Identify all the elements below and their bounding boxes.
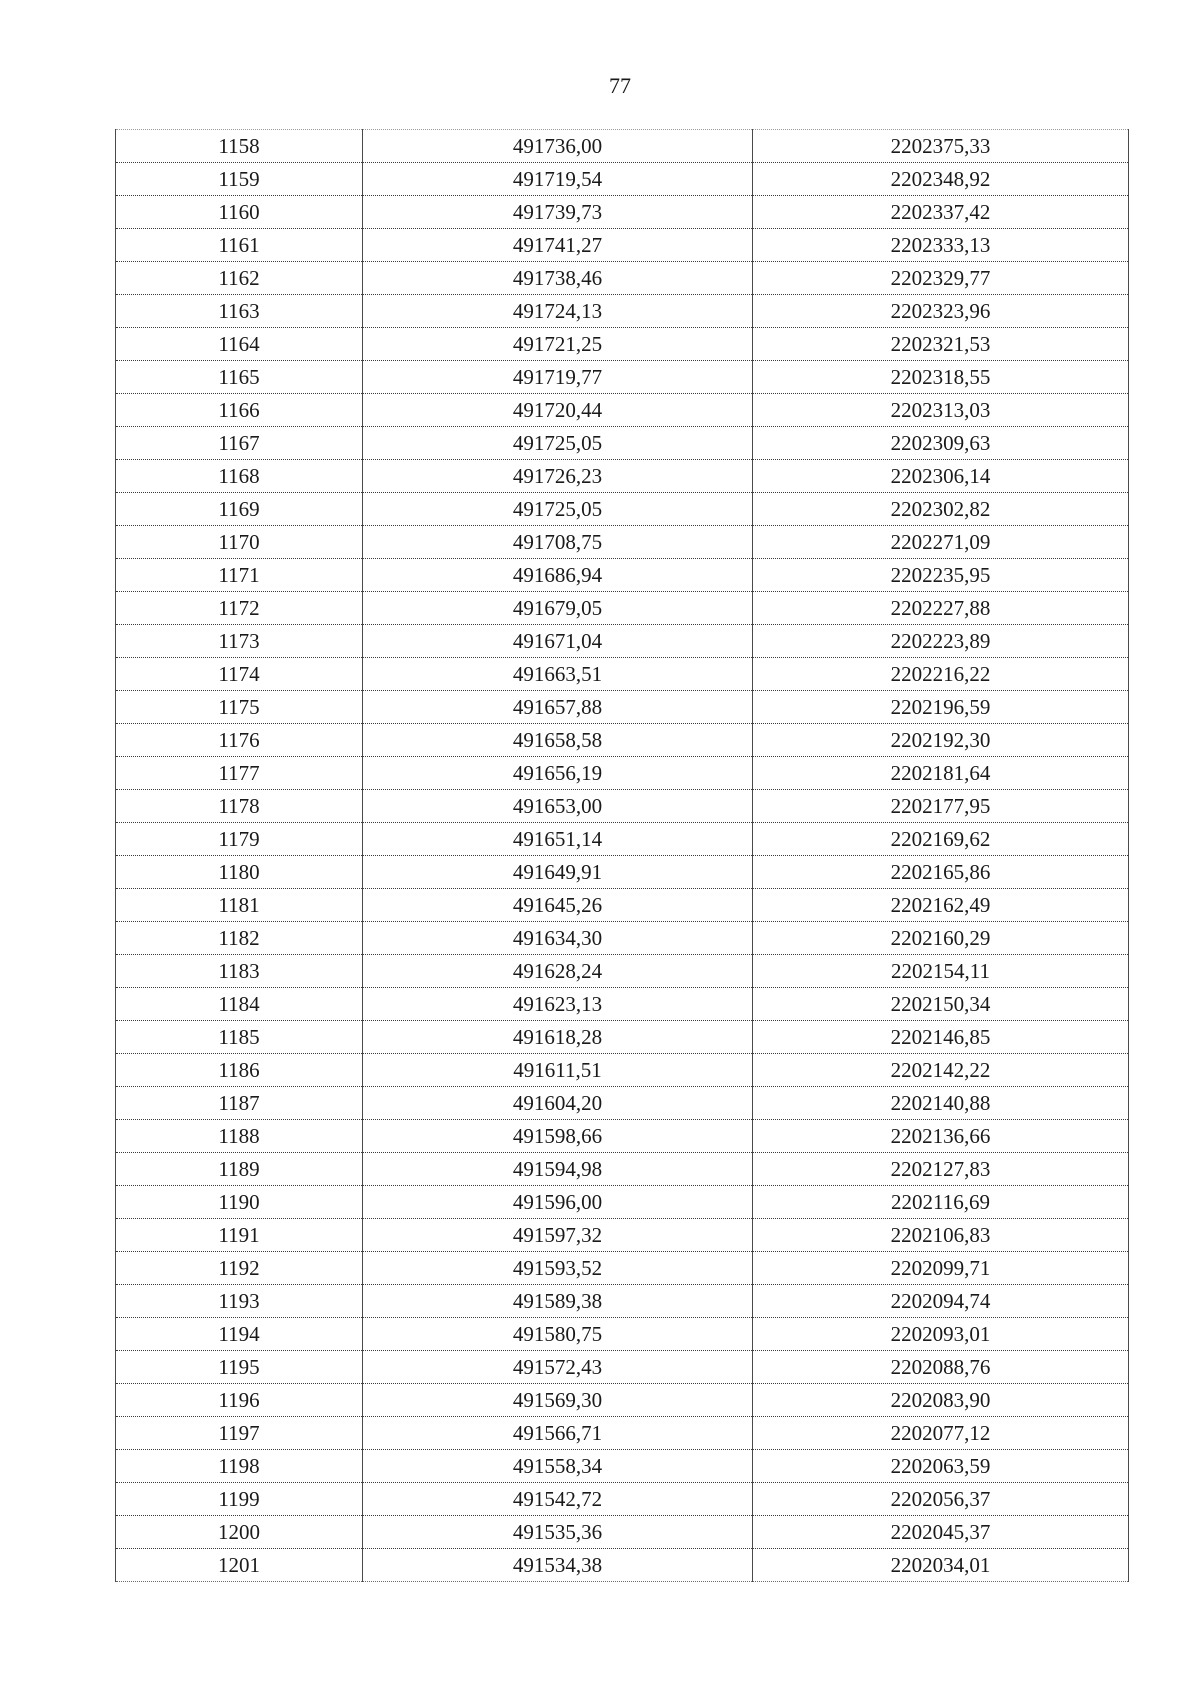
y-coordinate-cell: 2202223,89 [753,625,1129,658]
x-coordinate-cell: 491598,66 [363,1120,753,1153]
y-coordinate-cell: 2202196,59 [753,691,1129,724]
x-coordinate-cell: 491580,75 [363,1318,753,1351]
x-coordinate-cell: 491725,05 [363,493,753,526]
point-number-cell: 1177 [116,757,363,790]
point-number-cell: 1179 [116,823,363,856]
table-row [116,1153,1129,1186]
coordinates-table-body [116,130,1129,1582]
point-number-cell: 1185 [116,1021,363,1054]
y-coordinate-cell: 2202181,64 [753,757,1129,790]
point-number-cell: 1172 [116,592,363,625]
table-row [116,1252,1129,1285]
x-coordinate-cell: 491618,28 [363,1021,753,1054]
x-coordinate-cell: 491611,51 [363,1054,753,1087]
y-coordinate-cell: 2202333,13 [753,229,1129,262]
point-number-cell: 1167 [116,427,363,460]
coordinates-table [115,129,1129,1582]
y-coordinate-cell: 2202227,88 [753,592,1129,625]
x-coordinate-cell: 491725,05 [363,427,753,460]
page-number: 77 [609,73,631,98]
y-coordinate-cell: 2202162,49 [753,889,1129,922]
table-row [116,856,1129,889]
point-number-cell: 1194 [116,1318,363,1351]
table-row [116,1120,1129,1153]
x-coordinate-cell: 491686,94 [363,559,753,592]
point-number-cell: 1158 [116,130,363,163]
table-row [116,361,1129,394]
y-coordinate-cell: 2202271,09 [753,526,1129,559]
table-row [116,691,1129,724]
x-coordinate-cell: 491736,00 [363,130,753,163]
table-row [116,196,1129,229]
table-row [116,988,1129,1021]
y-coordinate-cell: 2202302,82 [753,493,1129,526]
point-number-cell: 1196 [116,1384,363,1417]
y-coordinate-cell: 2202088,76 [753,1351,1129,1384]
table-row [116,823,1129,856]
point-number-cell: 1165 [116,361,363,394]
x-coordinate-cell: 491653,00 [363,790,753,823]
y-coordinate-cell: 2202034,01 [753,1549,1129,1582]
x-coordinate-cell: 491569,30 [363,1384,753,1417]
x-coordinate-cell: 491720,44 [363,394,753,427]
point-number-cell: 1176 [116,724,363,757]
y-coordinate-cell: 2202083,90 [753,1384,1129,1417]
point-number-cell: 1198 [116,1450,363,1483]
x-coordinate-cell: 491594,98 [363,1153,753,1186]
table-row [116,1384,1129,1417]
y-coordinate-cell: 2202348,92 [753,163,1129,196]
table-row [116,889,1129,922]
table-row [116,658,1129,691]
x-coordinate-cell: 491726,23 [363,460,753,493]
point-number-cell: 1171 [116,559,363,592]
table-row [116,592,1129,625]
x-coordinate-cell: 491535,36 [363,1516,753,1549]
table-row [116,922,1129,955]
table-row [116,1285,1129,1318]
x-coordinate-cell: 491651,14 [363,823,753,856]
y-coordinate-cell: 2202127,83 [753,1153,1129,1186]
point-number-cell: 1193 [116,1285,363,1318]
x-coordinate-cell: 491593,52 [363,1252,753,1285]
y-coordinate-cell: 2202323,96 [753,295,1129,328]
table-row [116,1087,1129,1120]
y-coordinate-cell: 2202094,74 [753,1285,1129,1318]
point-number-cell: 1186 [116,1054,363,1087]
y-coordinate-cell: 2202309,63 [753,427,1129,460]
x-coordinate-cell: 491724,13 [363,295,753,328]
point-number-cell: 1187 [116,1087,363,1120]
x-coordinate-cell: 491738,46 [363,262,753,295]
y-coordinate-cell: 2202192,30 [753,724,1129,757]
point-number-cell: 1168 [116,460,363,493]
y-coordinate-cell: 2202142,22 [753,1054,1129,1087]
y-coordinate-cell: 2202063,59 [753,1450,1129,1483]
x-coordinate-cell: 491739,73 [363,196,753,229]
y-coordinate-cell: 2202329,77 [753,262,1129,295]
y-coordinate-cell: 2202140,88 [753,1087,1129,1120]
point-number-cell: 1159 [116,163,363,196]
y-coordinate-cell: 2202093,01 [753,1318,1129,1351]
table-row [116,724,1129,757]
x-coordinate-cell: 491628,24 [363,955,753,988]
y-coordinate-cell: 2202150,34 [753,988,1129,1021]
point-number-cell: 1160 [116,196,363,229]
point-number-cell: 1199 [116,1483,363,1516]
point-number-cell: 1170 [116,526,363,559]
point-number-cell: 1163 [116,295,363,328]
x-coordinate-cell: 491634,30 [363,922,753,955]
point-number-cell: 1175 [116,691,363,724]
x-coordinate-cell: 491679,05 [363,592,753,625]
point-number-cell: 1166 [116,394,363,427]
y-coordinate-cell: 2202154,11 [753,955,1129,988]
point-number-cell: 1178 [116,790,363,823]
point-number-cell: 1188 [116,1120,363,1153]
table-row [116,1021,1129,1054]
table-row [116,394,1129,427]
table-row [116,1483,1129,1516]
x-coordinate-cell: 491663,51 [363,658,753,691]
x-coordinate-cell: 491597,32 [363,1219,753,1252]
table-row [116,460,1129,493]
x-coordinate-cell: 491657,88 [363,691,753,724]
table-row [116,262,1129,295]
point-number-cell: 1181 [116,889,363,922]
x-coordinate-cell: 491572,43 [363,1351,753,1384]
y-coordinate-cell: 2202160,29 [753,922,1129,955]
table-row [116,1186,1129,1219]
x-coordinate-cell: 491741,27 [363,229,753,262]
point-number-cell: 1164 [116,328,363,361]
y-coordinate-cell: 2202313,03 [753,394,1129,427]
table-row [116,625,1129,658]
table-row [116,1318,1129,1351]
y-coordinate-cell: 2202165,86 [753,856,1129,889]
y-coordinate-cell: 2202321,53 [753,328,1129,361]
x-coordinate-cell: 491566,71 [363,1417,753,1450]
table-row [116,295,1129,328]
table-row [116,328,1129,361]
point-number-cell: 1200 [116,1516,363,1549]
y-coordinate-cell: 2202177,95 [753,790,1129,823]
x-coordinate-cell: 491589,38 [363,1285,753,1318]
x-coordinate-cell: 491623,13 [363,988,753,1021]
point-number-cell: 1182 [116,922,363,955]
table-row [116,1219,1129,1252]
y-coordinate-cell: 2202045,37 [753,1516,1129,1549]
table-row [116,1417,1129,1450]
point-number-cell: 1195 [116,1351,363,1384]
point-number-cell: 1192 [116,1252,363,1285]
table-row [116,493,1129,526]
x-coordinate-cell: 491656,19 [363,757,753,790]
point-number-cell: 1161 [116,229,363,262]
table-row [116,1549,1129,1582]
x-coordinate-cell: 491645,26 [363,889,753,922]
x-coordinate-cell: 491721,25 [363,328,753,361]
y-coordinate-cell: 2202235,95 [753,559,1129,592]
y-coordinate-cell: 2202216,22 [753,658,1129,691]
point-number-cell: 1174 [116,658,363,691]
x-coordinate-cell: 491708,75 [363,526,753,559]
point-number-cell: 1173 [116,625,363,658]
y-coordinate-cell: 2202318,55 [753,361,1129,394]
y-coordinate-cell: 2202136,66 [753,1120,1129,1153]
table-row [116,427,1129,460]
table-row [116,757,1129,790]
y-coordinate-cell: 2202116,69 [753,1186,1129,1219]
x-coordinate-cell: 491719,54 [363,163,753,196]
point-number-cell: 1191 [116,1219,363,1252]
x-coordinate-cell: 491558,34 [363,1450,753,1483]
point-number-cell: 1184 [116,988,363,1021]
y-coordinate-cell: 2202146,85 [753,1021,1129,1054]
y-coordinate-cell: 2202099,71 [753,1252,1129,1285]
point-number-cell: 1169 [116,493,363,526]
table-row [116,1450,1129,1483]
table-row [116,790,1129,823]
table-row [116,1054,1129,1087]
table-row [116,955,1129,988]
x-coordinate-cell: 491658,58 [363,724,753,757]
point-number-cell: 1183 [116,955,363,988]
y-coordinate-cell: 2202169,62 [753,823,1129,856]
y-coordinate-cell: 2202375,33 [753,130,1129,163]
x-coordinate-cell: 491596,00 [363,1186,753,1219]
y-coordinate-cell: 2202306,14 [753,460,1129,493]
table-row [116,1351,1129,1384]
y-coordinate-cell: 2202077,12 [753,1417,1129,1450]
x-coordinate-cell: 491534,38 [363,1549,753,1582]
point-number-cell: 1190 [116,1186,363,1219]
table-row [116,1516,1129,1549]
table-row [116,526,1129,559]
table-row [116,559,1129,592]
table-row [116,130,1129,163]
point-number-cell: 1201 [116,1549,363,1582]
point-number-cell: 1180 [116,856,363,889]
y-coordinate-cell: 2202056,37 [753,1483,1129,1516]
y-coordinate-cell: 2202106,83 [753,1219,1129,1252]
y-coordinate-cell: 2202337,42 [753,196,1129,229]
x-coordinate-cell: 491671,04 [363,625,753,658]
x-coordinate-cell: 491604,20 [363,1087,753,1120]
table-row [116,163,1129,196]
point-number-cell: 1162 [116,262,363,295]
x-coordinate-cell: 491649,91 [363,856,753,889]
point-number-cell: 1189 [116,1153,363,1186]
point-number-cell: 1197 [116,1417,363,1450]
x-coordinate-cell: 491719,77 [363,361,753,394]
x-coordinate-cell: 491542,72 [363,1483,753,1516]
table-row [116,229,1129,262]
